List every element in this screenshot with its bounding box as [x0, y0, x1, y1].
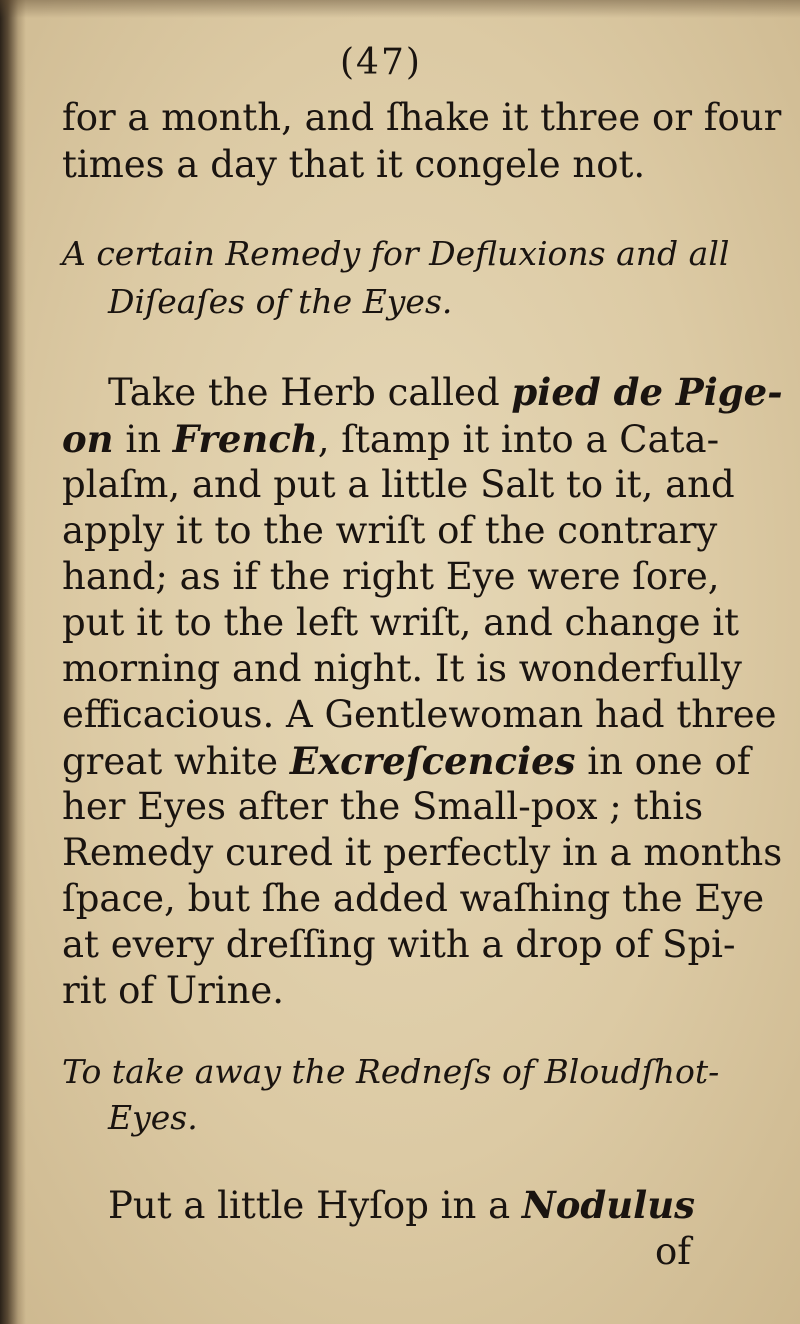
page-number: (47) [340, 42, 422, 83]
text-line: put it to the left wriſt, and change it [62, 601, 740, 644]
page-top-shadow [0, 0, 800, 18]
text-run: great white [62, 740, 290, 783]
text-run: in [113, 418, 173, 461]
text-line: morning and night. It is wonderfully [62, 647, 742, 690]
text-line: her Eyes after the Small-pox ; this [62, 785, 704, 828]
section-heading: A certain Remedy for Defluxions and all [62, 234, 730, 273]
text-line: for a month, and ſhake it three or four [62, 96, 782, 139]
text-line: plaſm, and put a little Salt to it, and [62, 463, 735, 506]
italic-term: French [172, 417, 318, 461]
binding-gutter [0, 0, 26, 1324]
text-run: Take the Herb called [108, 371, 512, 414]
section-heading: Eyes. [108, 1098, 198, 1137]
text-run: Put a little Hyſop in a [108, 1184, 522, 1227]
italic-term: pied de Pige- [511, 370, 783, 414]
italic-term: Nodulus [521, 1183, 695, 1227]
text-line: at every dreſſing with a drop of Spi- [62, 923, 736, 966]
italic-term: Excreſcencies [289, 739, 576, 783]
text-line: ſpace, but ſhe added waſhing the Eye [62, 877, 765, 920]
italic-term: on [62, 417, 114, 461]
text-run: , ſtamp it into a Cata- [317, 418, 720, 461]
text-line: apply it to the wriſt of the contrary [62, 509, 718, 552]
section-heading: To take away the Redneſs of Bloudſhot- [62, 1052, 720, 1091]
section-heading: Diſeaſes of the Eyes. [108, 282, 453, 321]
text-line [62, 739, 750, 784]
catchword: of [655, 1230, 691, 1273]
text-line: efficacious. A Gentlewoman had three [62, 693, 777, 736]
text-line [62, 417, 719, 462]
text-run: in one of [575, 740, 751, 783]
text-line: Remedy cured it perfectly in a months [62, 831, 783, 874]
text-line: hand; as if the right Eye were ſore, [62, 555, 720, 598]
text-line [108, 370, 783, 415]
text-line: rit of Urine. [62, 969, 285, 1012]
text-line [108, 1183, 695, 1228]
text-line: times a day that it congele not. [62, 143, 646, 186]
